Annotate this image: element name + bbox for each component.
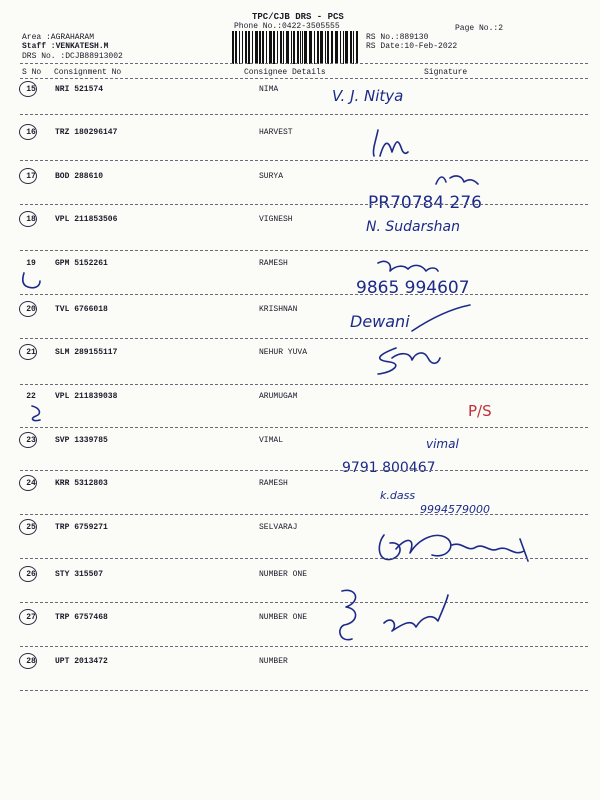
column-header-consignment: Consignment No bbox=[54, 68, 122, 77]
table-row bbox=[0, 128, 600, 148]
row-divider bbox=[20, 160, 588, 161]
row-divider bbox=[20, 602, 588, 603]
row-consignment-no: SVP 1339785 bbox=[55, 436, 108, 445]
row-consignment-no: VPL 211839038 bbox=[55, 392, 118, 401]
signature-text: PR70784 276 bbox=[368, 193, 482, 213]
row-consignment-no: SLM 289155117 bbox=[55, 348, 118, 357]
row-divider bbox=[20, 384, 588, 385]
table-row bbox=[0, 215, 600, 235]
row-consignment-no: KRR 5312803 bbox=[55, 479, 108, 488]
row-consignee: KRISHNAN bbox=[259, 305, 298, 314]
row-sno: 21 bbox=[26, 348, 36, 357]
row-divider bbox=[20, 338, 588, 339]
signature-text: V. J. Nitya bbox=[332, 87, 404, 105]
row-consignee: NUMBER ONE bbox=[259, 613, 308, 622]
table-row bbox=[0, 172, 600, 213]
row-divider bbox=[20, 470, 588, 471]
row-sno: 24 bbox=[26, 479, 36, 488]
row-divider bbox=[20, 646, 588, 647]
page-number: Page No.:2 bbox=[455, 24, 504, 33]
row-consignee: HARVEST bbox=[259, 128, 293, 137]
column-header-signature: Signature bbox=[424, 68, 468, 77]
row-consignee: VIMAL bbox=[259, 436, 284, 445]
row-consignment-no: TRP 6759271 bbox=[55, 523, 108, 532]
column-divider bbox=[20, 78, 588, 79]
rs-date: RS Date:10-Feb-2022 bbox=[366, 42, 458, 51]
row-consignment-no: TRP 6757468 bbox=[55, 613, 108, 622]
row-consignment-no: VPL 211853506 bbox=[55, 215, 118, 224]
phone-number: Phone No.:0422-3505555 bbox=[234, 22, 340, 31]
row-sno: 18 bbox=[26, 215, 36, 224]
row-sno: 15 bbox=[26, 85, 36, 94]
staff-label: Staff :VENKATESH.M bbox=[22, 42, 109, 51]
row-divider bbox=[20, 427, 588, 428]
row-consignment-no: STY 315507 bbox=[55, 570, 104, 579]
barcode bbox=[232, 31, 362, 64]
row-consignment-no: UPT 2013472 bbox=[55, 657, 108, 666]
row-divider bbox=[20, 558, 588, 559]
row-sno: 26 bbox=[26, 570, 36, 579]
row-consignee: NUMBER ONE bbox=[259, 570, 308, 579]
column-header-consignee: Consignee Details bbox=[244, 68, 326, 77]
row-sno: 22 bbox=[26, 392, 36, 401]
row-consignment-no: TVL 6766018 bbox=[55, 305, 108, 314]
row-consignee: RAMESH bbox=[259, 259, 288, 268]
row-divider bbox=[20, 114, 588, 115]
document-title: TPC/CJB DRS - PCS bbox=[252, 12, 344, 22]
row-sno: 20 bbox=[26, 305, 36, 314]
row-sno: 16 bbox=[26, 128, 36, 137]
drs-number: DRS No. :DCJB88913002 bbox=[22, 52, 123, 61]
row-divider bbox=[20, 294, 588, 295]
signature-text-name: k.dass bbox=[380, 489, 416, 502]
row-sno: 27 bbox=[26, 613, 36, 622]
row-consignee: NIMA bbox=[259, 85, 279, 94]
table-row bbox=[0, 657, 600, 677]
header-divider bbox=[20, 63, 588, 64]
row-divider bbox=[20, 690, 588, 691]
row-consignment-no: BOD 288610 bbox=[55, 172, 104, 181]
row-consignee: NEHUR YUVA bbox=[259, 348, 308, 357]
table-row bbox=[0, 523, 600, 543]
signature-text: P/S bbox=[468, 402, 492, 420]
row-sno: 28 bbox=[26, 657, 36, 666]
row-consignment-no: GPM 5152261 bbox=[55, 259, 108, 268]
table-row bbox=[0, 479, 600, 516]
row-consignee: NUMBER bbox=[259, 657, 288, 666]
row-sno: 17 bbox=[26, 172, 36, 181]
row-consignee: RAMESH bbox=[259, 479, 288, 488]
row-consignee: SURYA bbox=[259, 172, 284, 181]
row-consignment-no: NRI 521574 bbox=[55, 85, 104, 94]
rs-number: RS No.:889130 bbox=[366, 33, 429, 42]
row-sno: 19 bbox=[26, 259, 36, 268]
table-row bbox=[0, 305, 600, 331]
signature-text-name: vimal bbox=[426, 437, 459, 451]
row-divider bbox=[20, 250, 588, 251]
table-row bbox=[0, 259, 600, 298]
row-consignment-no: TRZ 180296147 bbox=[55, 128, 118, 137]
row-divider bbox=[20, 204, 588, 205]
row-consignee: VIGNESH bbox=[259, 215, 293, 224]
signature-text: Dewani bbox=[350, 312, 410, 331]
signature-text: 9994579000 bbox=[420, 503, 490, 516]
area-label: Area :AGRAHARAM bbox=[22, 33, 95, 42]
signature-text: N. Sudarshan bbox=[366, 219, 460, 235]
table-row bbox=[0, 348, 600, 368]
row-consignee: SELVARAJ bbox=[259, 523, 298, 532]
row-sno: 25 bbox=[26, 523, 36, 532]
signature-text: 9865 994607 bbox=[356, 278, 470, 298]
row-sno: 23 bbox=[26, 436, 36, 445]
row-consignee: ARUMUGAM bbox=[259, 392, 298, 401]
table-row bbox=[0, 436, 600, 476]
table-row bbox=[0, 613, 600, 633]
column-header-sno: S No bbox=[22, 68, 42, 77]
table-row bbox=[0, 85, 600, 105]
table-row bbox=[0, 570, 600, 590]
signature-text: 9791 800467 bbox=[342, 460, 436, 476]
table-row bbox=[0, 392, 600, 420]
row-divider bbox=[20, 514, 588, 515]
